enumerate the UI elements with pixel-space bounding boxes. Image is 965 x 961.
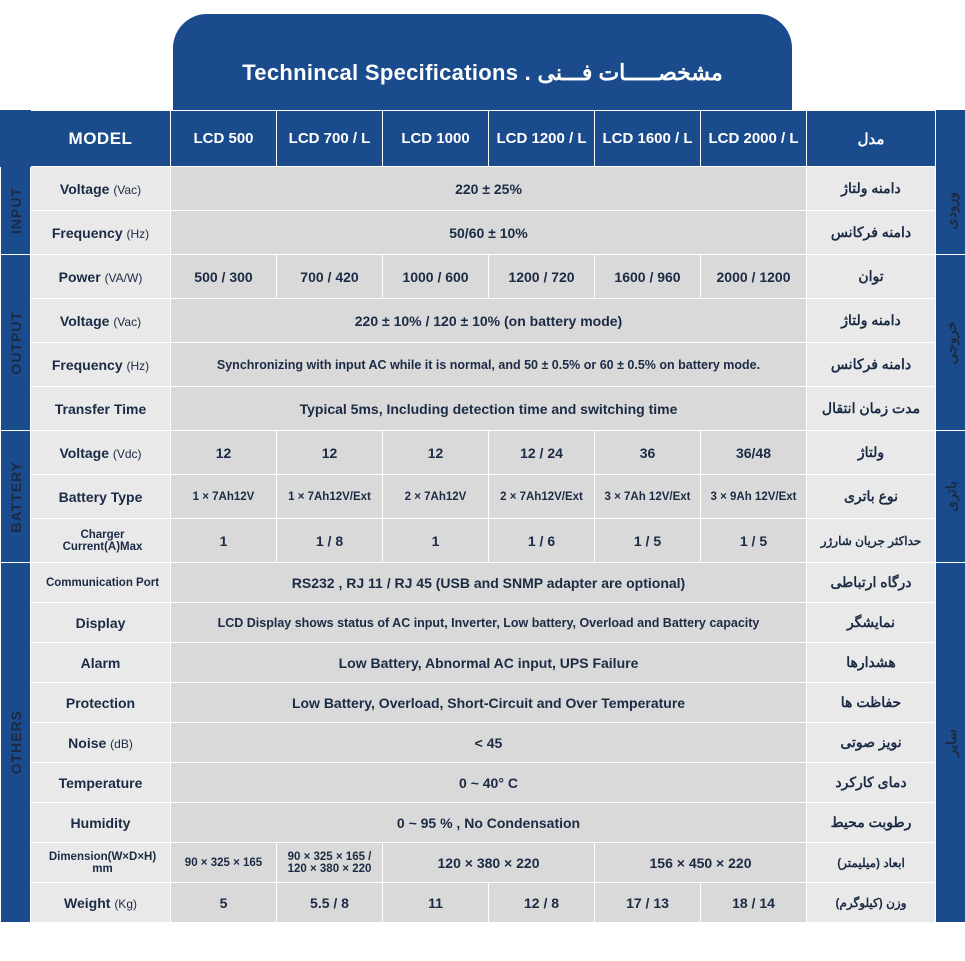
group-label-battery-fa bbox=[936, 431, 965, 563]
group-label-output-fa-text: خروجی bbox=[942, 320, 959, 365]
row-label-fa-alarm: هشدارها bbox=[807, 643, 936, 683]
row-label-fa-input-frequency: دامنه فرکانس bbox=[807, 211, 936, 255]
row-label-text: Voltage bbox=[59, 444, 109, 461]
value-dimension-1: 90 × 325 × 165 bbox=[171, 843, 277, 883]
row-label-fa-transfer-time: مدت زمان انتقال bbox=[807, 387, 936, 431]
row-label-text: Humidity bbox=[70, 814, 131, 831]
column-header-model-fa: مدل bbox=[807, 111, 936, 167]
row-label-text: Communication Port bbox=[45, 576, 160, 589]
row-label-input-voltage bbox=[31, 167, 171, 211]
header-banner bbox=[0, 0, 965, 110]
row-label-text: Power bbox=[58, 268, 101, 285]
value-weight-5: 17 / 13 bbox=[595, 883, 701, 923]
value-output-voltage: 220 ± 10% / 120 ± 10% (on battery mode) bbox=[171, 299, 807, 343]
table-row bbox=[1, 683, 965, 723]
table-row bbox=[1, 643, 965, 683]
value-weight-1: 5 bbox=[171, 883, 277, 923]
value-charger-current-4: 1 / 6 bbox=[489, 519, 595, 563]
value-communication-port: RS232 , RJ 11 / RJ 45 (USB and SNMP adapter are optional) bbox=[171, 563, 807, 603]
row-label-alarm bbox=[31, 643, 171, 683]
row-label-display bbox=[31, 603, 171, 643]
row-label-unit: (Hz) bbox=[126, 226, 150, 241]
column-header-model-4: LCD 1200 / L bbox=[489, 111, 595, 167]
value-input-voltage: 220 ± 25% bbox=[171, 167, 807, 211]
row-label-text: Dimension(W×D×H) mm bbox=[48, 850, 157, 875]
row-label-text: Charger Current(A)Max bbox=[62, 528, 143, 553]
table-row bbox=[1, 431, 965, 475]
row-label-fa-charger-current: حداکثر جریان شارژر bbox=[807, 519, 936, 563]
column-header-model-5: LCD 1600 / L bbox=[595, 111, 701, 167]
group-label-battery bbox=[1, 431, 31, 563]
table-row bbox=[1, 475, 965, 519]
value-dimension-3: 120 × 380 × 220 bbox=[383, 843, 595, 883]
group-label-others-fa bbox=[936, 563, 965, 923]
column-header-model-1: LCD 500 bbox=[171, 111, 277, 167]
row-label-unit: (dB) bbox=[110, 736, 133, 751]
value-humidity: 0 ~ 95 % , No Condensation bbox=[171, 803, 807, 843]
table-row bbox=[1, 563, 965, 603]
row-label-protection bbox=[31, 683, 171, 723]
group-label-input bbox=[1, 167, 31, 255]
row-label-output-voltage bbox=[31, 299, 171, 343]
value-charger-current-5: 1 / 5 bbox=[595, 519, 701, 563]
row-label-fa-communication-port: درگاه ارتباطی bbox=[807, 563, 936, 603]
row-label-text: Display bbox=[75, 614, 126, 631]
page-title bbox=[173, 60, 792, 86]
row-label-unit: (Hz) bbox=[126, 358, 150, 373]
table-row bbox=[1, 843, 965, 883]
table-header-row bbox=[1, 111, 965, 167]
value-charger-current-6: 1 / 5 bbox=[701, 519, 807, 563]
row-label-humidity bbox=[31, 803, 171, 843]
value-charger-current-3: 1 bbox=[383, 519, 489, 563]
value-battery-voltage-2: 12 bbox=[277, 431, 383, 475]
row-label-fa-noise: نویز صوتی bbox=[807, 723, 936, 763]
group-label-others-text: OTHERS bbox=[7, 710, 24, 775]
row-label-fa-temperature: دمای کارکرد bbox=[807, 763, 936, 803]
group-label-input-fa-text: ورودی bbox=[942, 191, 959, 230]
table-row bbox=[1, 211, 965, 255]
page-title-fa: مشخصـــــات فـــنی bbox=[537, 60, 723, 85]
value-battery-type-4: 2 × 7Ah12V/Ext bbox=[489, 475, 595, 519]
row-label-unit: (Vac) bbox=[113, 182, 142, 197]
value-battery-voltage-3: 12 bbox=[383, 431, 489, 475]
value-output-frequency: Synchronizing with input AC while it is normal, and 50 ± 0.5% or 60 ± 0.5% on battery mode. bbox=[171, 343, 807, 387]
table-row bbox=[1, 167, 965, 211]
value-alarm: Low Battery, Abnormal AC input, UPS Failure bbox=[171, 643, 807, 683]
row-label-temperature bbox=[31, 763, 171, 803]
row-label-fa-display: نمایشگر bbox=[807, 603, 936, 643]
table-row bbox=[1, 255, 965, 299]
group-label-output-fa bbox=[936, 255, 965, 431]
value-noise: < 45 bbox=[171, 723, 807, 763]
row-label-fa-protection: حفاظت ها bbox=[807, 683, 936, 723]
row-label-weight bbox=[31, 883, 171, 923]
row-label-communication-port bbox=[31, 563, 171, 603]
row-label-unit: (Vdc) bbox=[112, 446, 142, 461]
value-protection: Low Battery, Overload, Short-Circuit and Over Temperature bbox=[171, 683, 807, 723]
value-display: LCD Display shows status of AC input, Inverter, Low battery, Overload and Battery capacity bbox=[171, 603, 807, 643]
column-header-model-2: LCD 700 / L bbox=[277, 111, 383, 167]
row-label-fa-humidity: رطوبت محیط bbox=[807, 803, 936, 843]
value-output-power-5: 1600 / 960 bbox=[595, 255, 701, 299]
value-battery-voltage-5: 36 bbox=[595, 431, 701, 475]
row-label-transfer-time bbox=[31, 387, 171, 431]
row-label-fa-output-voltage: دامنه ولتاژ bbox=[807, 299, 936, 343]
value-output-power-3: 1000 / 600 bbox=[383, 255, 489, 299]
table-row bbox=[1, 723, 965, 763]
row-label-fa-dimension: ابعاد (میلیمتر) bbox=[807, 843, 936, 883]
group-label-output-text: OUTPUT bbox=[7, 310, 24, 375]
page-title-separator: . bbox=[524, 60, 532, 85]
table-row bbox=[1, 299, 965, 343]
value-battery-type-3: 2 × 7Ah12V bbox=[383, 475, 489, 519]
value-charger-current-1: 1 bbox=[171, 519, 277, 563]
value-weight-4: 12 / 8 bbox=[489, 883, 595, 923]
row-label-unit: (Vac) bbox=[113, 314, 142, 329]
value-output-power-2: 700 / 420 bbox=[277, 255, 383, 299]
value-output-power-4: 1200 / 720 bbox=[489, 255, 595, 299]
row-label-text: Voltage bbox=[59, 180, 110, 197]
column-header-model-6: LCD 2000 / L bbox=[701, 111, 807, 167]
row-label-fa-battery-type: نوع باتری bbox=[807, 475, 936, 519]
value-output-power-1: 500 / 300 bbox=[171, 255, 277, 299]
row-label-fa-weight: وزن (کیلوگرم) bbox=[807, 883, 936, 923]
row-label-text: Noise bbox=[68, 734, 107, 751]
row-label-text: Temperature bbox=[58, 774, 143, 791]
row-label-text: Alarm bbox=[80, 654, 121, 671]
header-left-spacer bbox=[1, 111, 31, 167]
page-title-en: Technincal Specifications bbox=[242, 60, 519, 85]
row-label-noise bbox=[31, 723, 171, 763]
value-battery-type-5: 3 × 7Ah 12V/Ext bbox=[595, 475, 701, 519]
value-input-frequency: 50/60 ± 10% bbox=[171, 211, 807, 255]
value-charger-current-2: 1 / 8 bbox=[277, 519, 383, 563]
column-header-model-3: LCD 1000 bbox=[383, 111, 489, 167]
specifications-table bbox=[0, 110, 965, 923]
row-label-output-power bbox=[31, 255, 171, 299]
row-label-dimension bbox=[31, 843, 171, 883]
table-row bbox=[1, 343, 965, 387]
row-label-battery-voltage bbox=[31, 431, 171, 475]
table-row bbox=[1, 387, 965, 431]
header-right-spacer bbox=[936, 111, 965, 167]
row-label-fa-battery-voltage: ولتاژ bbox=[807, 431, 936, 475]
value-battery-voltage-4: 12 / 24 bbox=[489, 431, 595, 475]
value-battery-type-2: 1 × 7Ah12V/Ext bbox=[277, 475, 383, 519]
value-transfer-time: Typical 5ms, Including detection time and switching time bbox=[171, 387, 807, 431]
row-label-text: Transfer Time bbox=[54, 400, 147, 417]
value-weight-2: 5.5 / 8 bbox=[277, 883, 383, 923]
row-label-text: Frequency bbox=[51, 356, 123, 373]
value-battery-voltage-1: 12 bbox=[171, 431, 277, 475]
group-label-battery-text: BATTERY bbox=[7, 460, 24, 533]
group-label-battery-fa-text: باتری bbox=[942, 481, 959, 512]
value-weight-6: 18 / 14 bbox=[701, 883, 807, 923]
row-label-text: Weight bbox=[64, 894, 111, 911]
group-label-output bbox=[1, 255, 31, 431]
column-header-model: MODEL bbox=[31, 111, 171, 167]
value-battery-voltage-6: 36/48 bbox=[701, 431, 807, 475]
value-battery-type-6: 3 × 9Ah 12V/Ext bbox=[701, 475, 807, 519]
group-label-input-fa bbox=[936, 167, 965, 255]
table-row bbox=[1, 763, 965, 803]
table-row bbox=[1, 883, 965, 923]
row-label-battery-type bbox=[31, 475, 171, 519]
value-temperature: 0 ~ 40° C bbox=[171, 763, 807, 803]
row-label-fa-output-power: توان bbox=[807, 255, 936, 299]
value-output-power-6: 2000 / 1200 bbox=[701, 255, 807, 299]
row-label-text: Frequency bbox=[51, 224, 123, 241]
group-label-others bbox=[1, 563, 31, 923]
row-label-text: Battery Type bbox=[58, 488, 143, 505]
row-label-text: Voltage bbox=[59, 312, 110, 329]
row-label-fa-input-voltage: دامنه ولتاژ bbox=[807, 167, 936, 211]
banner-shape bbox=[173, 14, 792, 110]
group-label-input-text: INPUT bbox=[7, 187, 24, 234]
table-row bbox=[1, 603, 965, 643]
value-dimension-4: 156 × 450 × 220 bbox=[595, 843, 807, 883]
table-row bbox=[1, 803, 965, 843]
value-dimension-2: 90 × 325 × 165 / 120 × 380 × 220 bbox=[277, 843, 383, 883]
row-label-fa-output-frequency: دامنه فرکانس bbox=[807, 343, 936, 387]
value-weight-3: 11 bbox=[383, 883, 489, 923]
group-label-others-fa-text: سایر bbox=[942, 728, 959, 757]
row-label-unit: (Kg) bbox=[114, 896, 137, 911]
value-battery-type-1: 1 × 7Ah12V bbox=[171, 475, 277, 519]
row-label-text: Protection bbox=[65, 694, 136, 711]
row-label-charger-current bbox=[31, 519, 171, 563]
row-label-input-frequency bbox=[31, 211, 171, 255]
row-label-output-frequency bbox=[31, 343, 171, 387]
row-label-unit: (VA/W) bbox=[104, 270, 143, 285]
table-row bbox=[1, 519, 965, 563]
